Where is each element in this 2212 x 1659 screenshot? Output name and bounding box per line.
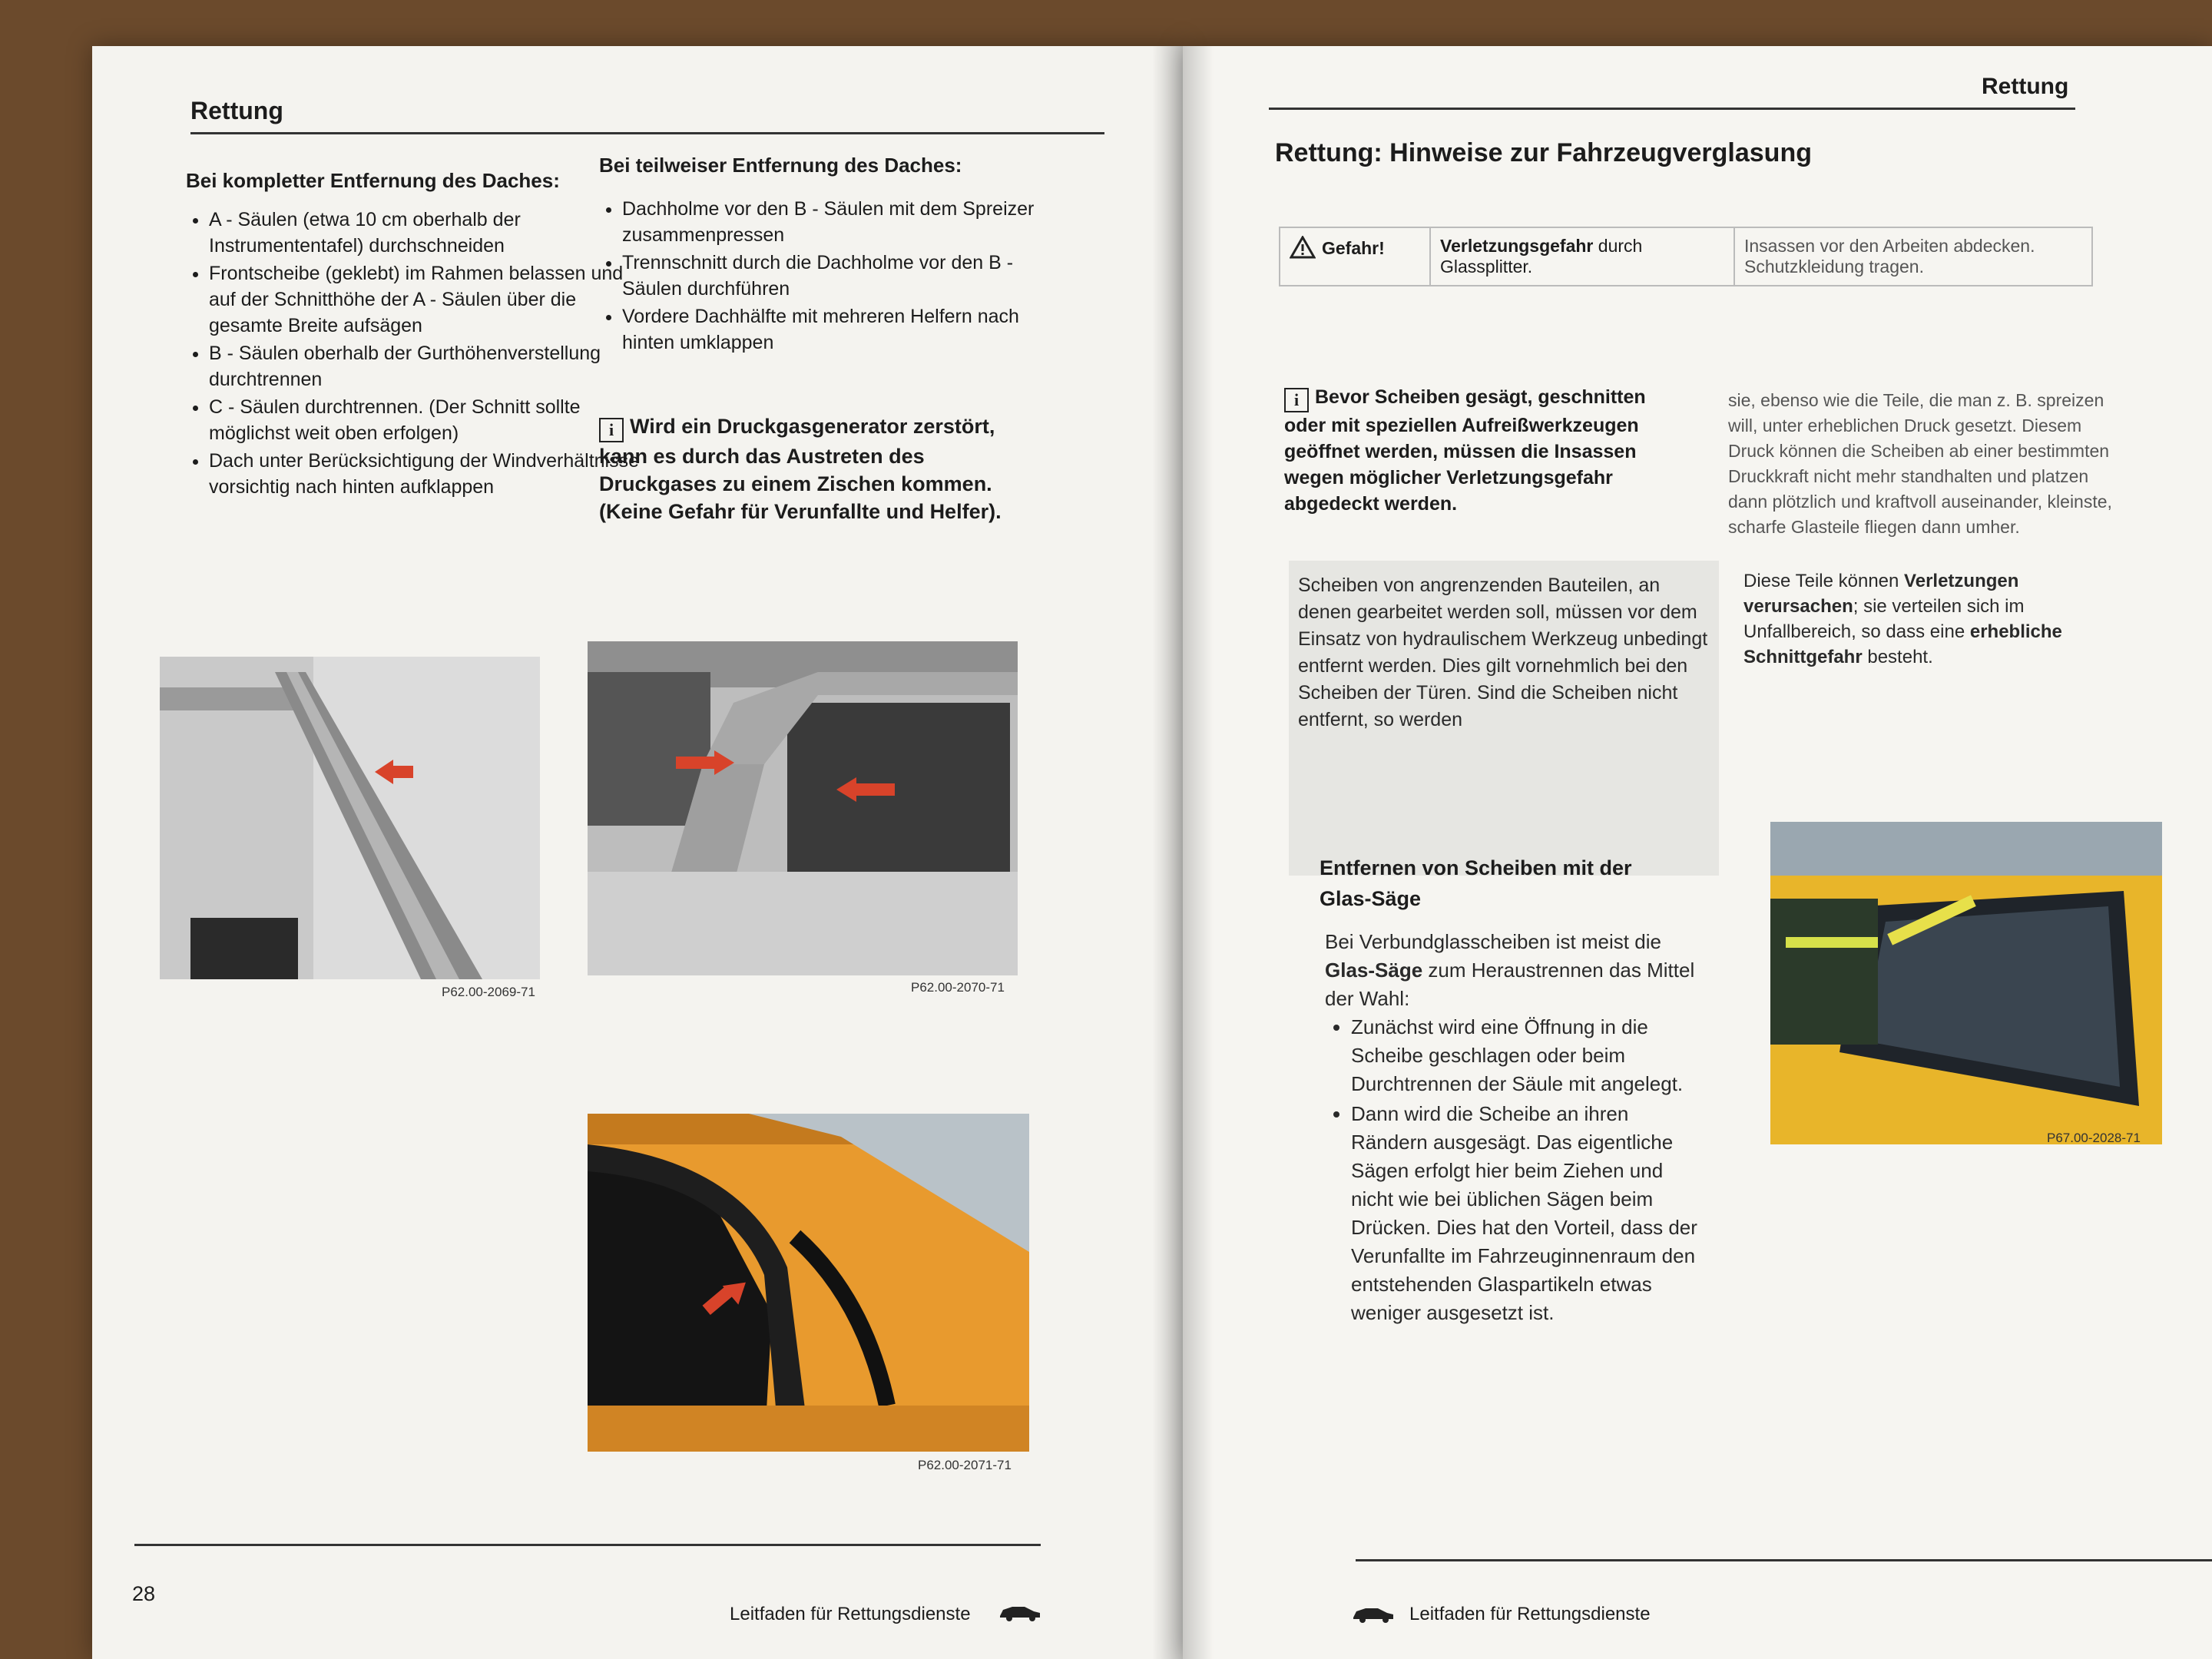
right-footer-text: Leitfaden für Rettungsdienste [1409,1604,1651,1624]
left-col1 [186,169,647,502]
list-item: • Dach unter Berücksichtigung der Windverhältnisse vorsichtig nach hinten aufklappen [209,448,647,500]
photo-b-pillar [588,641,1018,975]
list-item: • A - Säulen (etwa 10 cm oberhalb der Instrumententafel) durchschneiden [209,207,647,259]
hazard-bold: Verletzungsgefahr [1440,236,1594,256]
glass-saw-heading: Entfernen von Scheiben mit der Glas-Säge [1320,856,1632,910]
photo-caption: P62.00-2069-71 [442,985,535,999]
photo-glass-saw-illustration [1770,822,2162,1144]
left-header-rule [190,132,1104,134]
para2-b-text: ; sie verteilen sich im Unfallbereich, so dass eine [1743,596,2025,642]
list-item: • Frontscheibe (geklebt) im Rahmen belassen und auf der Schnitthöhe der A - Säulen über die gesamte Breite aufsägen [209,260,647,339]
pressure-gas-note [599,412,1029,525]
photo-glass-saw [1770,822,2162,1144]
intro-text: zum Heraustrennen das Mittel der Wahl: [1325,959,1695,1010]
para2-b-bold: Verletzungen verursachen [1743,571,2019,617]
photo-c-pillar-illustration [588,1114,1029,1452]
para2-b-text: besteht. [1862,647,1933,667]
list-item: • B - Säulen oberhalb der Gurthöhenverstellung durchtrennen [209,340,647,392]
list-item: • Zunächst wird eine Öffnung in die Scheibe geschlagen oder beim Durchtrennen der Säule mit angelegt. [1351,1013,1709,1098]
danger-table [1279,227,2093,286]
danger-hazard-cell [1430,227,1734,286]
intro-text: Bei Verbundglasscheiben ist meist die [1325,930,1661,953]
left-page [92,46,1183,1659]
col2-heading: Bei teilweiser Entfernung des Daches: [599,154,962,177]
right-page-header: Rettung [1982,74,2069,99]
glass-saw-section [1325,928,1709,1329]
arrow-marker-icon [375,760,393,784]
intro-bold: Glas-Säge [1325,959,1423,982]
info-icon: i [1284,388,1309,412]
warning-triangle-icon [1290,236,1316,259]
col1-list [186,207,647,500]
list-item: • Vordere Dachhälfte mit mehreren Helfern nach hinten umklappen [622,303,1052,356]
list-item: • C - Säulen durchtrennen. (Der Schnitt sollte möglichst weit oben erfolgen) [209,394,647,446]
list-item: • Trennschnitt durch die Dachholme vor den B - Säulen durchführen [622,250,1052,302]
danger-label-cell [1280,227,1430,286]
danger-label: Gefahr! [1322,238,1385,258]
photo-a-pillar [160,657,540,979]
page-title: Rettung: Hinweise zur Fahrzeugverglasung [1275,138,1812,167]
photo-caption: P67.00-2028-71 [2047,1131,2141,1145]
arrow-marker-body [856,783,895,796]
arrow-marker-body [676,757,714,769]
col2-list [599,196,1052,356]
note-text: Wird ein Druckgasgenerator zerstört, kann es durch das Austreten des Druckgases zu einem Zischen kommen. (Keine Gefahr für Verunfallte und Helfer). [599,415,1002,523]
right-page [1183,46,2212,1659]
para2-b-bold: erhebliche Schnittgefahr [1743,621,2062,667]
info-note [1284,384,1668,517]
para2-b [1743,568,2097,670]
col1-heading: Bei kompletter Entfernung des Daches: [186,169,560,192]
info-icon: i [599,418,624,442]
car-icon [1352,1604,1395,1624]
arrow-marker-icon [714,750,734,775]
hazard-rest: durch Glassplitter. [1440,236,1643,276]
right-header-rule [1269,108,2075,110]
photo-c-pillar [588,1114,1029,1452]
info-note-text: Bevor Scheiben gesägt, geschnitten oder mit speziellen Aufreißwerkzeugen geöffnet werden, müssen die Insassen wegen möglicher Verletzungsgefahr abgedeckt werden. [1284,386,1646,515]
car-icon [998,1602,1041,1622]
para2-a: sie, ebenso wie die Teile, die man z. B. spreizen will, unter erheblichen Druck gesetzt. Diesem Druck können die Scheiben ab einer bestimmten Druckkraft nicht mehr standhalten und platzen dann plötzlich und kraftvoll auseinander, kleinste, scharfe Glasteile fliegen dann umher. [1728,390,2112,537]
right-footer-rule [1356,1559,2212,1561]
glass-saw-intro [1325,928,1709,1013]
left-footer-text: Leitfaden für Rettungsdienste [730,1604,971,1624]
danger-measure-cell: Insassen vor den Arbeiten abdecken. Schutzkleidung tragen. [1734,227,2092,286]
para2-b-text: Diese Teile können [1743,571,1905,591]
photo-caption: P62.00-2070-71 [911,980,1005,995]
photo-a-pillar-illustration [160,657,540,979]
para1: Scheiben von angrenzenden Bauteilen, an denen gearbeitet werden soll, müssen vor dem Einsatz von hydraulischem Werkzeug unbedingt entfernt werden. Dies gilt vornehmlich bei den Scheiben der Türen. Sind die Scheiben nicht entfernt, so werden [1298,575,1708,730]
photo-b-pillar-illustration [588,641,1018,975]
list-item: • Dachholme vor den B - Säulen mit dem Spreizer zusammenpressen [622,196,1052,248]
arrow-marker-body [390,766,413,778]
list-item: • Dann wird die Scheibe an ihren Rändern ausgesägt. Das eigentliche Sägen erfolgt hier beim Ziehen und nicht wie bei üblichen Sägen beim Drücken. Dies hat den Vorteil, dass der Verunfallte im Fahrzeuginnenraum den entstehenden Glaspartikeln etwas weniger ausgesetzt ist. [1351,1100,1709,1327]
page-number: 28 [132,1582,156,1605]
arrow-marker-icon [836,777,856,802]
left-col2 [599,154,1106,525]
left-footer-rule [134,1544,1041,1546]
photo-caption: P62.00-2071-71 [918,1458,1012,1472]
left-page-header: Rettung [190,97,283,124]
glass-saw-list [1325,1013,1709,1327]
